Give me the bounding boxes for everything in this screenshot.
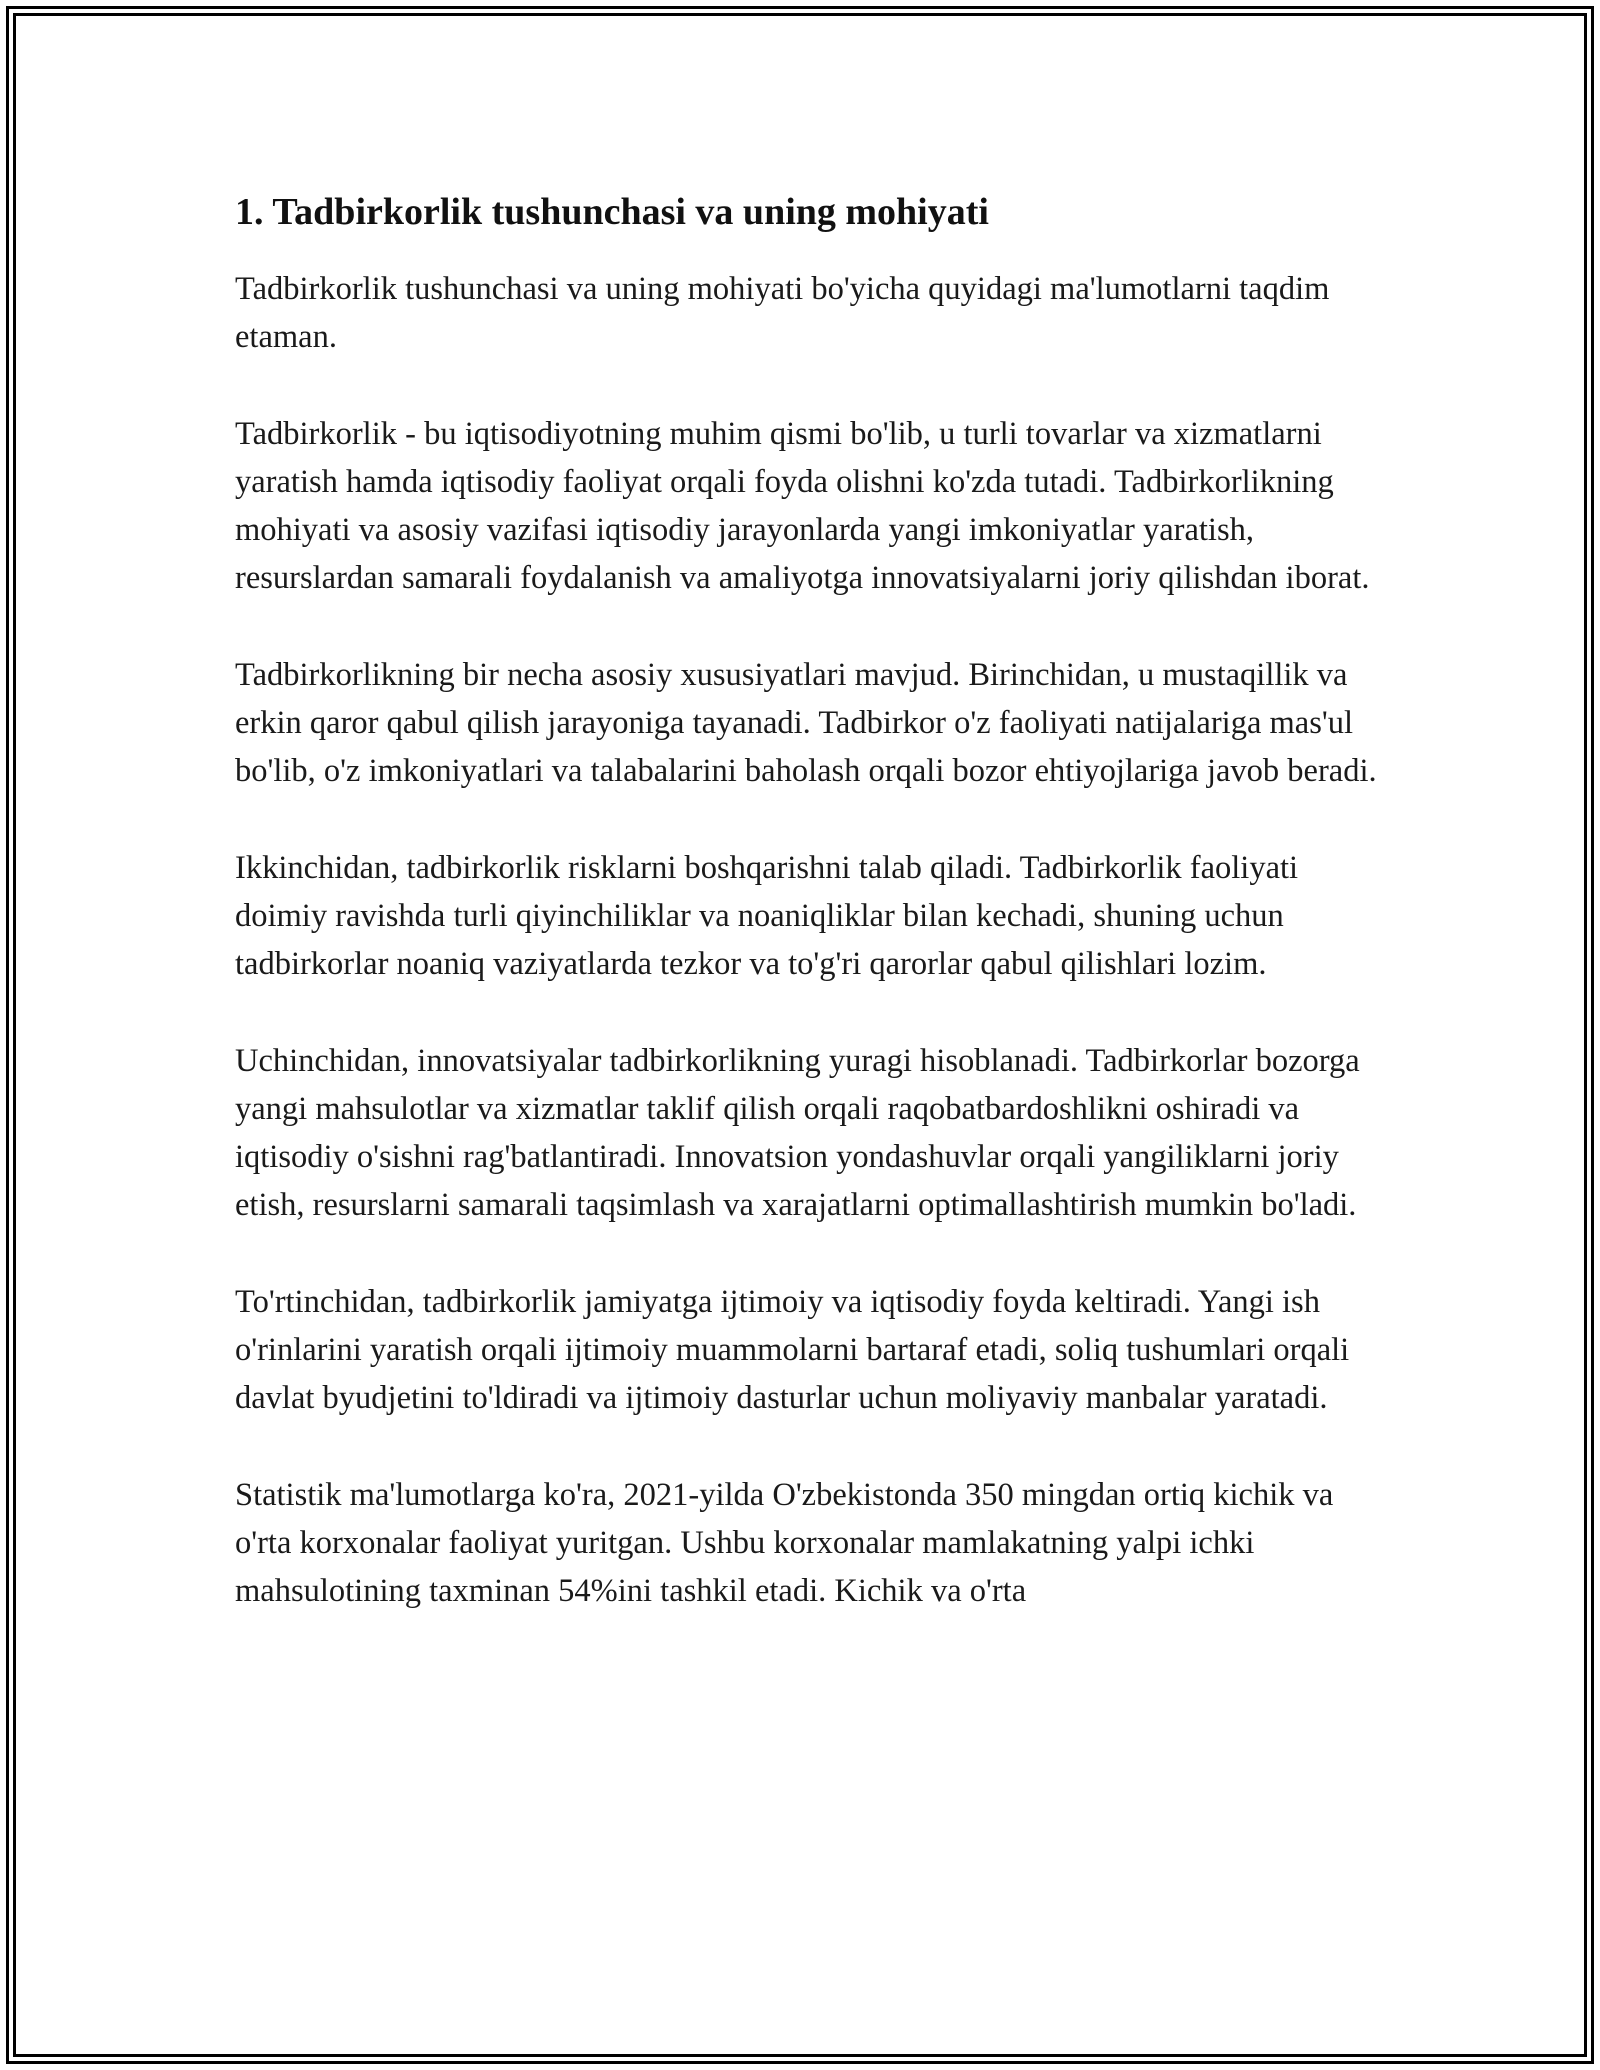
paragraph-second-feature: Ikkinchidan, tadbirkorlik risklarni boshqarishni talab qiladi. Tadbirkorlik faoliyati doimiy ravishda turli qiyinchiliklar va noaniqliklar bilan kechadi, shuning uchun tadbirkorlar noaniq vaziyatlarda tezkor va to'g'ri qarorlar qabul qilishlari lozim. <box>235 849 1299 983</box>
paragraph-statistics: Statistik ma'lumotlarga ko'ra, 2021-yilda O'zbekistonda 350 mingdan ortiq kichik va o'rta korxonalar faoliyat yuritgan. Ushbu korxonalar mamlakatning yalpi ichki mahsulotining taxminan 54%ini tashkil etadi. Kichik va o'rta <box>235 1476 1334 1610</box>
paragraph-first-feature: Tadbirkorlikning bir necha asosiy xususiyatlari mavjud. Birinchidan, u mustaqillik va erkin qaror qabul qilish jarayoniga tayanadi. Tadbirkor o'z faoliyati natijalariga mas'ul bo'lib, o'z imkoniyatlari va talabalarini baholash orqali bozor ehtiyojlariga javob beradi. <box>235 656 1377 790</box>
document-body <box>235 186 1380 1664</box>
section-heading: 1. Tadbirkorlik tushunchasi va uning mohiyati <box>235 191 989 233</box>
paragraph-intro: Tadbirkorlik tushunchasi va uning mohiyati bo'yicha quyidagi ma'lumotlarni taqdim etaman. <box>235 271 1330 356</box>
paragraph-fourth-feature: To'rtinchidan, tadbirkorlik jamiyatga ijtimoiy va iqtisodiy foyda keltiradi. Yangi ish o'rinlarini yaratish orqali ijtimoiy muammolarni bartaraf etadi, soliq tushumlari orqali davlat byudjetini to'ldiradi va ijtimoiy dasturlar uchun moliyaviy manbalar yaratadi. <box>235 1283 1350 1417</box>
paragraph-third-feature: Uchinchidan, innovatsiyalar tadbirkorlikning yuragi hisoblanadi. Tadbirkorlar bozorga yangi mahsulotlar va xizmatlar taklif qilish orqali raqobatbardoshlikni oshiradi va iqtisodiy o'sishni rag'batlantiradi. Innovatsion yondashuvlar orqali yangiliklarni joriy etish, resurslarni samarali taqsimlash va xarajatlarni optimallashtirish mumkin bo'ladi. <box>235 1042 1360 1224</box>
paragraph-definition: Tadbirkorlik - bu iqtisodiyotning muhim qismi bo'lib, u turli tovarlar va xizmatlarni yaratish hamda iqtisodiy faoliyat orqali foyda olishni ko'zda tutadi. Tadbirkorlikning mohiyati va asosiy vazifasi iqtisodiy jarayonlarda yangi imkoniyatlar yaratish, resurslardan samarali foydalanish va amaliyotga innovatsiyalarni joriy qilishdan iborat. <box>235 415 1370 597</box>
